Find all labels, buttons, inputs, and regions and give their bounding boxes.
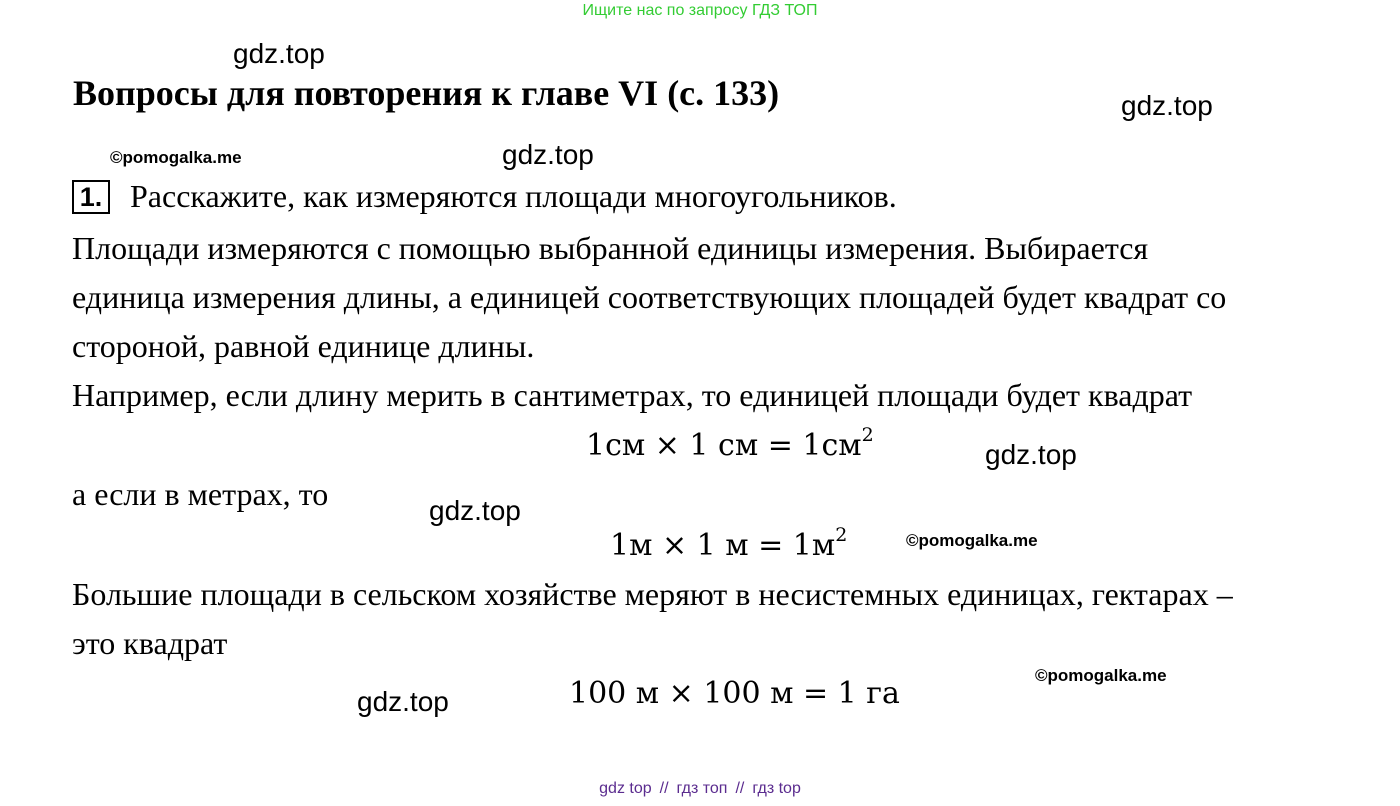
watermark-gdz: gdz.top — [429, 495, 521, 526]
answer-line: а если в метрах, то — [72, 476, 329, 512]
watermark-pomogalka: ©pomogalka.me — [1035, 666, 1167, 685]
footer-link[interactable]: гдз топ — [676, 780, 728, 797]
page-title: Вопросы для повторения к главе VI (с. 133) — [73, 73, 780, 113]
watermark-gdz: gdz.top — [233, 38, 325, 69]
watermark-gdz: gdz.top — [357, 686, 449, 717]
footer-links — [0, 780, 1400, 798]
watermark-pomogalka: ©pomogalka.me — [906, 531, 1038, 550]
footer-link[interactable]: gdz top — [599, 780, 652, 797]
formula-exponent: 2 — [861, 424, 874, 446]
answer-line: стороной, равной единице длины. — [72, 328, 535, 364]
formula-text: 1см × 1 см = 1см — [586, 428, 862, 463]
answer-line: Большие площади в сельском хозяйстве меряют в несистемных единицах, гектарах – — [72, 576, 1233, 612]
watermark-pomogalka: ©pomogalka.me — [110, 148, 242, 167]
answer-line: Например, если длину мерить в сантиметрах, то единицей площади будет квадрат — [72, 377, 1193, 413]
formula-square-meter — [610, 524, 848, 563]
formula-hectare: 100 м × 100 м = 1 га — [569, 676, 900, 711]
answer-line: единица измерения длины, а единицей соответствующих площадей будет квадрат со — [72, 279, 1227, 315]
footer-link[interactable]: гдз top — [752, 780, 801, 797]
formula-square-centimeter — [586, 424, 874, 463]
formula-text: 1м × 1 м = 1м — [610, 528, 836, 563]
footer-separator: // — [735, 780, 745, 797]
answer-line: Площади измеряются с помощью выбранной единицы измерения. Выбирается — [72, 230, 1149, 266]
question-text: Расскажите, как измеряются площади многоугольников. — [130, 178, 897, 214]
watermark-gdz: gdz.top — [1121, 90, 1213, 121]
answer-line: это квадрат — [72, 625, 228, 661]
watermark-gdz: gdz.top — [985, 439, 1077, 470]
top-banner: Ищите нас по запросу ГДЗ ТОП — [582, 2, 818, 19]
formula-exponent: 2 — [835, 524, 848, 546]
question-number-badge: 1. — [72, 180, 110, 214]
footer-separator: // — [659, 780, 669, 797]
watermark-gdz: gdz.top — [502, 139, 594, 170]
